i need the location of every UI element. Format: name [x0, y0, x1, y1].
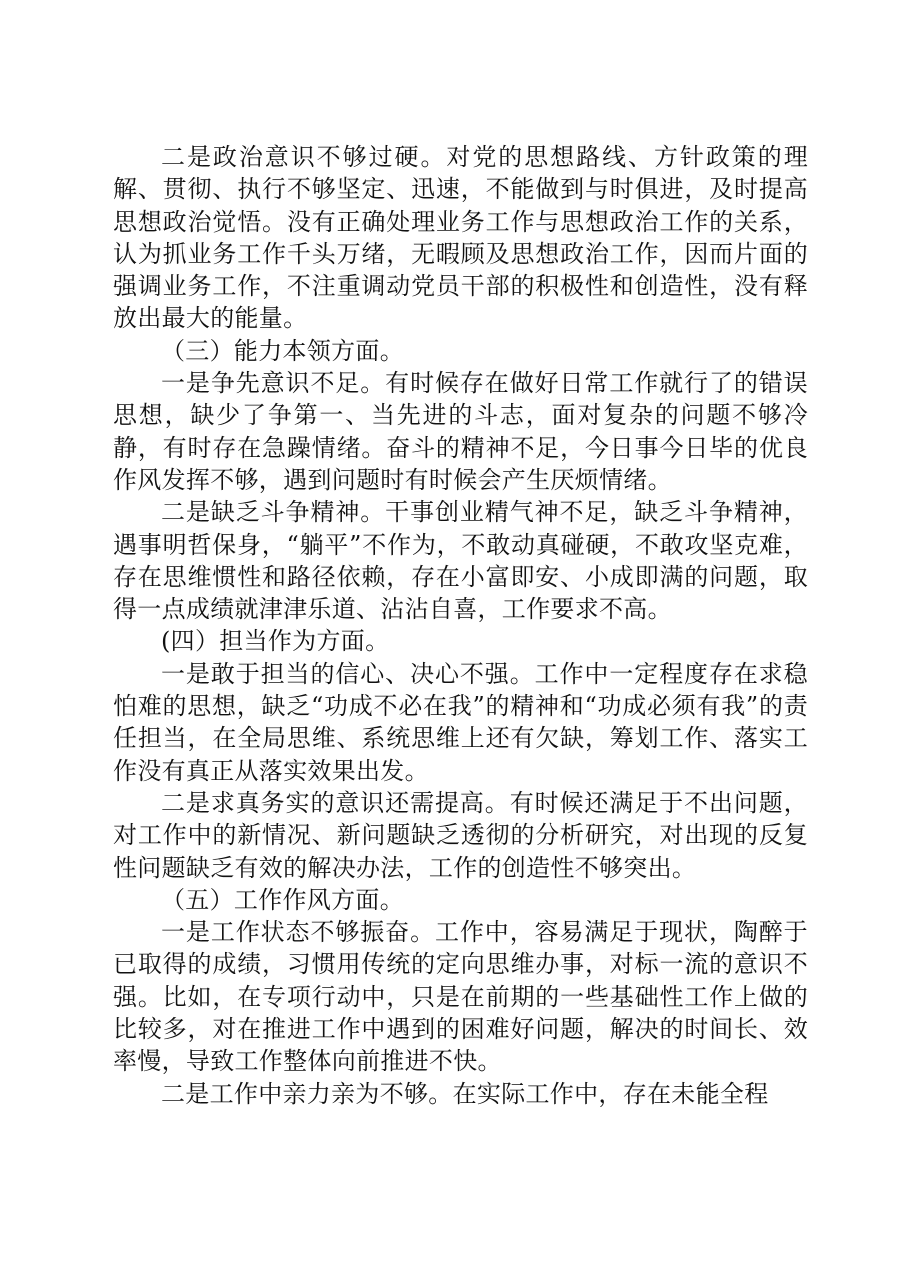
section-heading-work-style: （五）工作作风方面。: [161, 885, 404, 914]
paragraph-political-awareness: 二是政治意识不够过硬。对党的思想路线、方针政策的理解、贯彻、执行不够坚定、迅速，不能做到与时俱进，及时提高思想政治觉悟。没有正确处理业务工作与思想政治工作的关系，认为抓业务工作千头万绪，无暇顾及思想政治工作，因而片面的强调业务工作，不注重调动党员干部的积极性和创造性，没有释放出最大的能量。: [113, 143, 808, 333]
paragraph-courage: 一是敢于担当的信心、决心不强。工作中一定程度存在求稳怕难的思想，缺乏“功成不必在我”的精神和“功成必须有我”的责任担当，在全局思维、系统思维上还有欠缺，筹划工作、落实工作没有真正从落实效果出发。: [113, 659, 808, 785]
paragraph-striving-awareness: 一是争先意识不足。有时候存在做好日常工作就行了的错误思想，缺少了争第一、当先进的斗志，面对复杂的问题不够冷静，有时存在急躁情绪。奋斗的精神不足，今日事今日毕的优良作风发挥不够，遇到问题时有时候会产生厌烦情绪。: [113, 369, 808, 494]
paragraph-hands-on: 二是工作中亲力亲为不够。在实际工作中，存在未能全程: [161, 1079, 769, 1108]
document-body: [113, 141, 808, 1110]
section-heading-ability: （三）能力本领方面。: [161, 336, 404, 365]
paragraph-pragmatism: 二是求真务实的意识还需提高。有时候还满足于不出问题，对工作中的新情况、新问题缺乏透彻的分析研究，对出现的反复性问题缺乏有效的解决办法，工作的创造性不够突出。: [113, 788, 808, 882]
paragraph-work-state: 一是工作状态不够振奋。工作中，容易满足于现状，陶醉于已取得的成绩，习惯用传统的定向思维办事，对标一流的意识不强。比如，在专项行动中，只是在前期的一些基础性工作上做的比较多，对在推进工作中遇到的困难好问题，解决的时间长、效率慢，导致工作整体向前推进不快。: [113, 918, 808, 1076]
paragraph-fighting-spirit: 二是缺乏斗争精神。干事创业精气神不足，缺乏斗争精神，遇事明哲保身，“躺平”不作为，不敢动真碰硬，不敢攻坚克难，存在思维惯性和路径依赖，存在小富即安、小成即满的问题，取得一点成绩就津津乐道、沾沾自喜，工作要求不高。: [113, 498, 808, 624]
section-heading-responsibility: (四）担当作为方面。: [161, 627, 390, 656]
